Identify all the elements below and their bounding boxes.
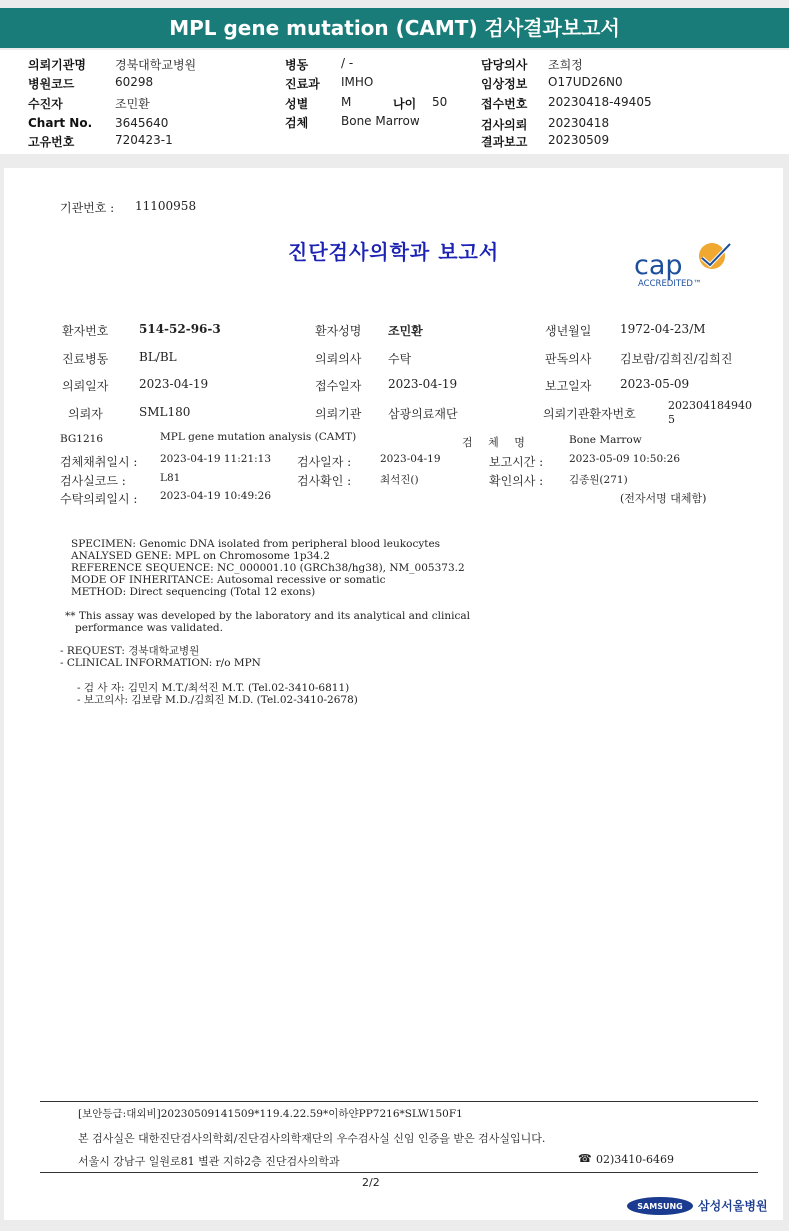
info-value: 514-52-96-3 <box>139 322 221 336</box>
header-key: 결과보고 <box>481 135 528 149</box>
header-value: 50 <box>432 95 448 109</box>
header-value: 조민환 <box>115 97 150 111</box>
info-value-cont: 5 <box>668 413 675 426</box>
row-key: 보고시간 : <box>489 455 544 469</box>
header-key: 고유번호 <box>28 135 75 149</box>
cap-accredited-logo <box>632 240 742 290</box>
row-key: 검사확인 : <box>297 474 352 488</box>
info-key: 접수일자 <box>315 379 362 393</box>
row-value: 2023-05-09 10:50:26 <box>569 453 681 465</box>
info-value: 2023-04-19 <box>139 377 209 391</box>
cap-check-logo-icon <box>632 240 742 290</box>
footer-divider <box>40 1172 758 1173</box>
report-title: 진단검사의학과 보고서 <box>288 240 500 264</box>
info-key: 의뢰기관환자번호 <box>543 407 636 421</box>
row-value: 2023-04-19 10:49:26 <box>160 490 272 502</box>
info-value: 수탁 <box>388 352 412 366</box>
specimen-line: SPECIMEN: Genomic DNA isolated from peripheral blood leukocytes <box>71 538 441 550</box>
header-key: 검사의뢰 <box>481 118 528 132</box>
header-value: / - <box>341 56 354 70</box>
specimen-label: 검 체 명 <box>462 436 531 449</box>
header-value: IMHO <box>341 75 374 89</box>
address-line: 서울시 강남구 일원로81 별관 지하2층 진단검사의학과 <box>78 1155 340 1168</box>
patient-header <box>0 50 789 154</box>
info-key: 의뢰의사 <box>315 352 362 366</box>
row-key: 수탁의뢰일시 : <box>60 492 138 506</box>
header-value: Bone Marrow <box>341 114 420 128</box>
header-key: 병원코드 <box>28 77 75 91</box>
phone-number: 02)3410-6469 <box>596 1153 674 1166</box>
gene-line: ANALYSED GENE: MPL on Chromosome 1p34.2 <box>71 550 330 562</box>
certification-line: 본 검사실은 대한진단검사의학회/진단검사의학재단의 우수검사실 신임 인증을 받은 검사실입니다. <box>78 1132 546 1145</box>
security-line: [보안등급:대외비]20230509141509*119.4.22.59*이하얀PP7216*SLW150F1 <box>78 1108 463 1120</box>
request-line: - REQUEST: 경북대학교병원 <box>60 645 200 657</box>
info-key: 진료병동 <box>62 352 109 366</box>
samsung-logo <box>626 1196 694 1216</box>
info-key: 의뢰자 <box>68 407 103 421</box>
tester-line: - 검 사 자: 김민지 M.T./최석진 M.T. (Tel.02-3410-6811) <box>77 682 350 694</box>
info-value: 김보람/김희진/김희진 <box>620 352 733 366</box>
phone-icon: ☎ <box>578 1152 592 1165</box>
info-key: 의뢰일자 <box>62 379 109 393</box>
header-value: 720423-1 <box>115 133 173 147</box>
header-key: 의뢰기관명 <box>28 58 86 72</box>
header-key: 담당의사 <box>481 58 528 72</box>
org-no-label: 기관번호 : <box>60 201 115 215</box>
specimen-value: Bone Marrow <box>569 434 642 446</box>
assay-note-line: ** This assay was developed by the laboratory and its analytical and clinical <box>65 610 470 622</box>
row-key: 검사실코드 : <box>60 474 126 488</box>
header-key: 성별 <box>285 97 309 111</box>
header-value: 3645640 <box>115 116 169 130</box>
info-value: 삼광의료재단 <box>388 407 458 421</box>
info-value: 조민환 <box>388 324 423 338</box>
row-value: 2023-04-19 11:21:13 <box>160 453 272 465</box>
header-value: 20230418-49405 <box>548 95 652 109</box>
method-line: METHOD: Direct sequencing (Total 12 exons) <box>71 586 316 598</box>
info-key: 환자번호 <box>62 324 109 338</box>
signature-note: (전자서명 대체함) <box>620 492 707 505</box>
info-key: 환자성명 <box>315 324 362 338</box>
row-value: 2023-04-19 <box>380 453 441 465</box>
info-value: BL/BL <box>139 350 177 364</box>
page-number: 2/2 <box>362 1176 380 1189</box>
reporter-line: - 보고의사: 김보람 M.D./김희진 M.D. (Tel.02-3410-2678) <box>77 694 358 706</box>
clinical-info-line: - CLINICAL INFORMATION: r/o MPN <box>60 657 261 669</box>
header-key: Chart No. <box>28 116 93 130</box>
footer-divider <box>40 1101 758 1102</box>
info-value: 2023-05-09 <box>620 377 690 391</box>
test-code: BG1216 <box>60 433 104 445</box>
cap-logo-sub: ACCREDITED™ <box>638 279 702 289</box>
header-key: 병동 <box>285 58 309 72</box>
info-value: 2023-04-19 <box>388 377 458 391</box>
info-value: 202304184940 <box>668 399 752 412</box>
assay-note-line: performance was validated. <box>65 622 223 634</box>
info-key: 보고일자 <box>545 379 592 393</box>
row-value: 최석진() <box>380 474 419 486</box>
inheritance-line: MODE OF INHERITANCE: Autosomal recessive or somatic <box>71 574 386 586</box>
header-key: 임상정보 <box>481 77 528 91</box>
info-value: 1972-04-23/M <box>620 322 706 336</box>
cap-logo-text: cap <box>634 250 683 281</box>
header-value: M <box>341 95 352 109</box>
header-key: 나이 <box>393 97 417 111</box>
org-no: 11100958 <box>135 199 197 213</box>
header-key: 검체 <box>285 116 309 130</box>
row-value: L81 <box>160 472 181 484</box>
hospital-name: 삼성서울병원 <box>698 1199 768 1213</box>
header-value: 20230509 <box>548 133 610 147</box>
header-value: 경북대학교병원 <box>115 58 197 72</box>
header-value: 60298 <box>115 75 154 89</box>
test-name: MPL gene mutation analysis (CAMT) <box>160 431 357 443</box>
header-value: 조희정 <box>548 58 583 72</box>
info-key: 판독의사 <box>545 352 592 366</box>
reference-line: REFERENCE SEQUENCE: NC_000001.10 (GRCh38/hg38), NM_005373.2 <box>71 562 465 574</box>
header-key: 접수번호 <box>481 97 528 111</box>
info-key: 생년월일 <box>545 324 592 338</box>
header-key: 수진자 <box>28 97 63 111</box>
info-key: 의뢰기관 <box>315 407 362 421</box>
row-key: 확인의사 : <box>489 474 544 488</box>
header-value: O17UD26N0 <box>548 75 623 89</box>
row-key: 검체채취일시 : <box>60 455 138 469</box>
row-value: 김종원(271) <box>569 474 628 486</box>
info-value: SML180 <box>139 405 191 419</box>
row-key: 검사일자 : <box>297 455 352 469</box>
samsung-logo-text: SAMSUNG <box>637 1202 683 1211</box>
header-key: 진료과 <box>285 77 320 91</box>
report-banner-title: MPL gene mutation (CAMT) 검사결과보고서 <box>0 8 789 48</box>
header-value: 20230418 <box>548 116 610 130</box>
